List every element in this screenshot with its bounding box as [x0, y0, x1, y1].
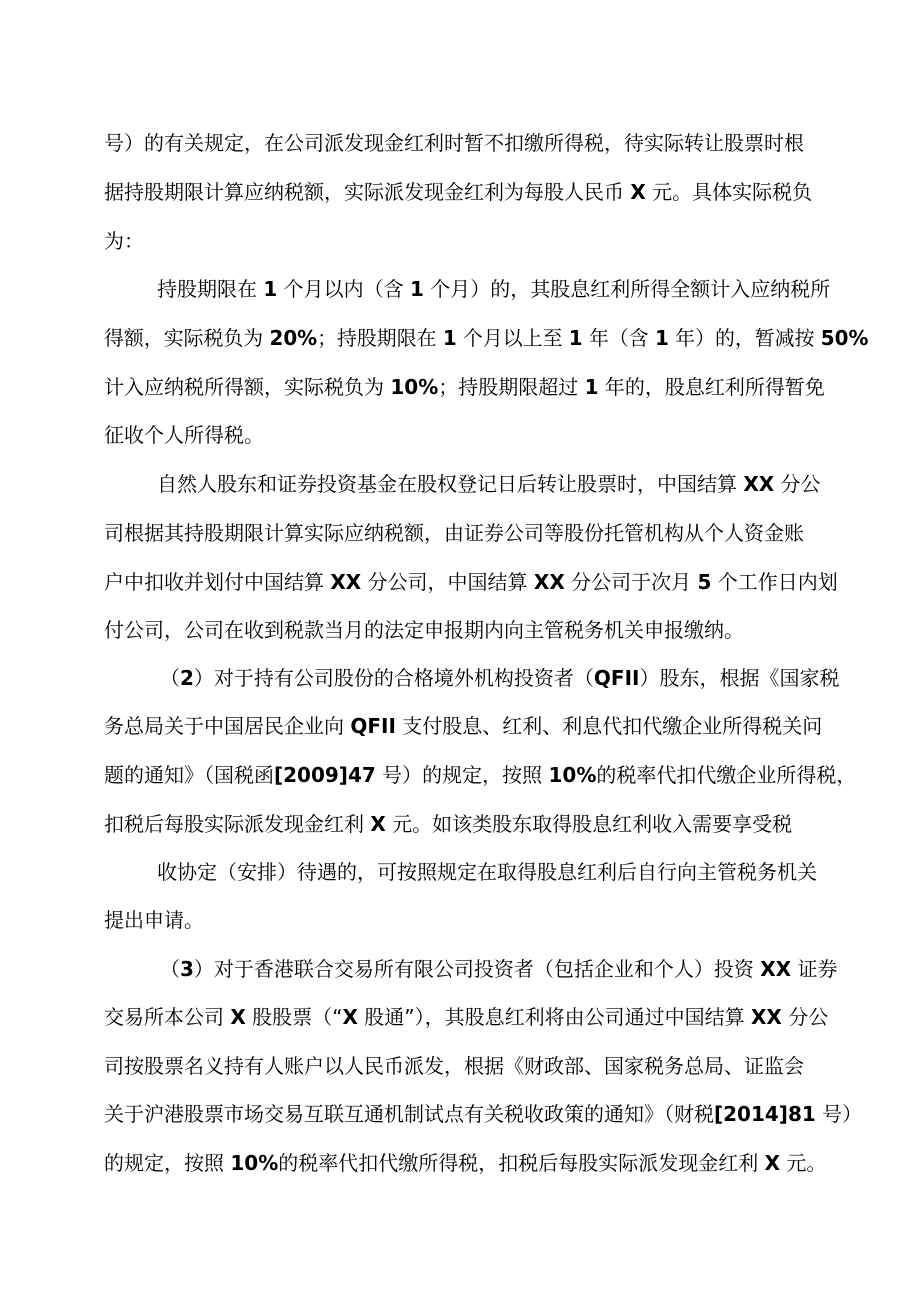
text-line: 收协定（安排）待遇的，可按照规定在取得股息红利后自行向主管税务机关 [157, 860, 817, 884]
text-line: 计入应纳税所得额，实际税负为 10%；持股期限超过 1 年的，股息红利所得暂免 [104, 375, 825, 399]
text-line: 付公司，公司在收到税款当月的法定申报期内向主管税务机关申报缴纳。 [104, 618, 744, 642]
text-line: （3）对于香港联合交易所有限公司投资者（包括企业和个人）投资 XX 证券 [160, 957, 838, 981]
text-line: （2）对于持有公司股份的合格境外机构投资者（QFII）股东，根据《国家税 [160, 666, 840, 690]
text-line: 关于沪港股票市场交易互联互通机制试点有关税收政策的通知》（财税[2014]81 号） [104, 1102, 863, 1126]
text-line: 户中扣收并划付中国结算 XX 分公司，中国结算 XX 分公司于次月 5 个工作日内划 [104, 570, 838, 594]
text-line: 得额，实际税负为 20%；持股期限在 1 个月以上至 1 年（含 1 年）的，暂减按 50% [104, 326, 869, 350]
text-line: 据持股期限计算应纳税额，实际派发现金红利为每股人民币 X 元。具体实际税负 [104, 180, 813, 204]
text-line: 持股期限在 1 个月以内（含 1 个月）的，其股息红利所得全额计入应纳税所 [157, 277, 831, 301]
text-line: 征收个人所得税。 [104, 423, 264, 447]
text-line: 司按股票名义持有人账户以人民币派发，根据《财政部、国家税务总局、证监会 [104, 1054, 804, 1078]
text-line: 交易所本公司 X 股股票（“X 股通”），其股息红利将由公司通过中国结算 XX 分公 [104, 1005, 829, 1029]
text-line: 务总局关于中国居民企业向 QFII 支付股息、红利、利息代扣代缴企业所得税关问 [104, 714, 823, 738]
text-line: 为： [104, 229, 144, 253]
text-line: 扣税后每股实际派发现金红利 X 元。如该类股东取得股息红利收入需要享受税 [104, 812, 793, 836]
text-line: 的规定，按照 10%的税率代扣代缴所得税，扣税后每股实际派发现金红利 X 元。 [104, 1151, 827, 1175]
text-line: 号）的有关规定，在公司派发现金红利时暂不扣缴所得税，待实际转让股票时根 [104, 131, 804, 155]
text-line: 司根据其持股期限计算实际应纳税额，由证券公司等股份托管机构从个人资金账 [104, 521, 804, 545]
text-line: 题的通知》（国税函[2009]47 号）的规定，按照 10%的税率代扣代缴企业所得税， [104, 763, 857, 787]
text-line: 提出申请。 [104, 908, 204, 932]
text-line: 自然人股东和证券投资基金在股权登记日后转让股票时，中国结算 XX 分公 [157, 472, 821, 496]
